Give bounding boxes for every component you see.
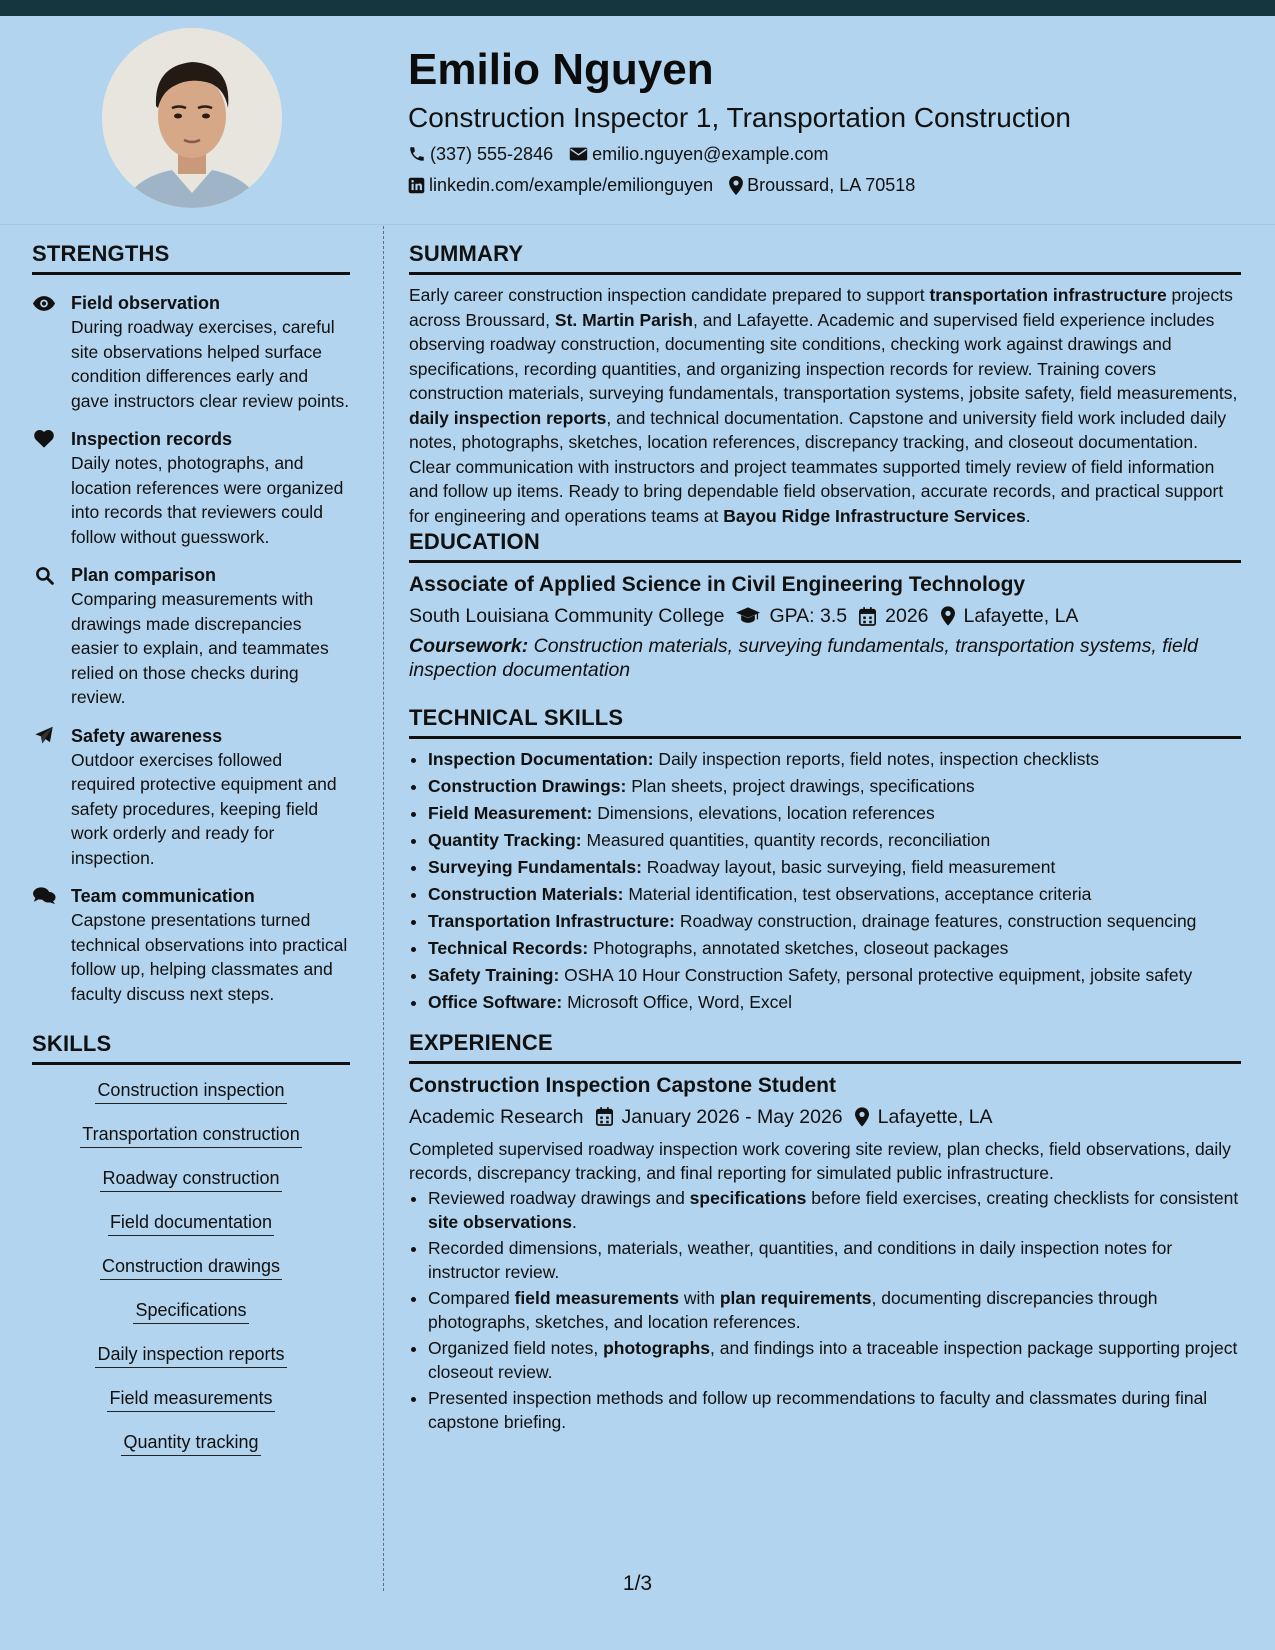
job-location-text: Lafayette, LA xyxy=(877,1105,993,1128)
skill-tag: Roadway construction xyxy=(100,1167,281,1192)
contact-row-2 xyxy=(408,174,1248,196)
search-icon xyxy=(32,565,56,585)
strength-desc: During roadway exercises, careful site observations helped surface condition differences early and gave instructors clear review points. xyxy=(71,317,350,411)
linkedin-contact[interactable] xyxy=(408,174,713,196)
summary-emphasis: transportation infrastructure xyxy=(929,285,1167,305)
envelope-icon xyxy=(569,146,588,162)
tech-skill-value: Daily inspection reports, field notes, inspection checklists xyxy=(653,749,1100,769)
tech-skill-item xyxy=(428,963,1241,988)
contact-row-1 xyxy=(408,143,1248,165)
coursework-text: Construction materials, surveying fundamentals, transportation systems, field inspection documentation xyxy=(409,635,1199,681)
tech-skill-item xyxy=(428,936,1241,961)
strength-desc: Outdoor exercises followed required protective equipment and safety procedures, keeping field work orderly and ready for inspection. xyxy=(71,749,337,868)
bullet-emphasis: site observations xyxy=(428,1212,572,1232)
header-divider xyxy=(0,224,1275,225)
map-pin-icon xyxy=(729,176,743,195)
bullet-text: Organized field notes, xyxy=(428,1337,604,1358)
graduation-cap-icon xyxy=(736,607,760,625)
bullet-text: Compared xyxy=(428,1287,515,1308)
paper-plane-icon xyxy=(32,726,56,746)
linkedin-text[interactable]: linkedin.com/example/emilionguyen xyxy=(429,175,714,195)
skills-list xyxy=(32,1079,350,1456)
tech-skill-label: Office Software: xyxy=(428,992,563,1012)
job-dates-item xyxy=(596,1103,843,1131)
calendar-icon xyxy=(859,607,876,626)
tech-skill-value: Microsoft Office, Word, Excel xyxy=(562,992,793,1012)
strength-desc: Comparing measurements with drawings made discrepancies easier to explain, and teammates relied on those checks during review. xyxy=(71,589,329,707)
bullet-emphasis: plan requirements xyxy=(719,1287,872,1308)
strength-title: Safety awareness xyxy=(71,725,223,746)
tech-skill-value: Material identification, test observations, acceptance criteria xyxy=(623,884,1092,904)
tech-skill-label: Quantity Tracking: xyxy=(428,830,582,850)
phone-icon xyxy=(408,145,426,163)
email-contact[interactable] xyxy=(569,143,828,165)
education-heading: EDUCATION xyxy=(409,528,1241,563)
bullet-emphasis: specifications xyxy=(689,1187,807,1208)
tech-skill-item xyxy=(428,774,1241,799)
job-bullet xyxy=(428,1386,1241,1435)
tech-skill-label: Surveying Fundamentals: xyxy=(428,857,642,877)
strength-item xyxy=(32,563,350,710)
bullet-text: . xyxy=(571,1212,577,1232)
edu-location-text: Lafayette, LA xyxy=(963,605,1079,627)
summary-emphasis: St. Martin Parish xyxy=(554,309,693,330)
bullet-text: , documenting discrepancies through photographs, sketches, and location references. xyxy=(428,1287,1158,1332)
tech-skill-label: Construction Drawings: xyxy=(428,776,627,796)
year-item xyxy=(859,602,928,630)
heart-icon xyxy=(32,429,56,449)
right-column xyxy=(409,240,1241,1436)
bullet-text: Recorded dimensions, materials, weather, quantities, and conditions in daily inspection notes for instructor review. xyxy=(428,1237,1173,1282)
tech-skill-item xyxy=(428,828,1241,853)
location-contact xyxy=(729,174,915,196)
map-pin-icon xyxy=(855,1107,869,1127)
bullet-emphasis: photographs xyxy=(603,1337,711,1358)
gpa-text: GPA: 3.5 xyxy=(769,605,848,627)
summary-part: . xyxy=(1025,505,1031,526)
strength-desc: Capstone presentations turned technical observations into practical follow up, helping classmates and faculty discuss next steps. xyxy=(71,910,348,1004)
profile-photo xyxy=(102,28,282,208)
map-pin-icon xyxy=(941,606,955,626)
school-name: South Louisiana Community College xyxy=(409,605,725,627)
skill-tag: Specifications xyxy=(133,1299,248,1324)
skill-tag: Field documentation xyxy=(108,1211,274,1236)
summary-part: projects across Broussard, xyxy=(409,285,1233,330)
calendar-icon xyxy=(596,1107,613,1126)
bullet-text: , and findings into a traceable inspection package supporting project closeout review. xyxy=(428,1337,1238,1382)
summary-emphasis: Bayou Ridge Infrastructure Services xyxy=(723,505,1026,526)
tech-skill-value: OSHA 10 Hour Construction Safety, personal protective equipment, jobsite safety xyxy=(559,965,1193,985)
email-text[interactable]: emilio.nguyen@example.com xyxy=(592,144,829,164)
linkedin-icon xyxy=(408,177,425,194)
phone-contact xyxy=(408,143,553,165)
coursework-label: Coursework: xyxy=(409,635,529,657)
tech-skill-item xyxy=(428,747,1241,772)
tech-skill-value: Dimensions, elevations, location references xyxy=(592,803,935,823)
tech-skill-value: Measured quantities, quantity records, reconciliation xyxy=(581,830,991,850)
experience-heading: EXPERIENCE xyxy=(409,1029,1241,1064)
skill-tag: Daily inspection reports xyxy=(95,1343,286,1368)
tech-skill-label: Inspection Documentation: xyxy=(428,749,654,769)
education-meta xyxy=(409,602,1241,630)
summary-part: Early career construction inspection candidate prepared to support xyxy=(409,285,930,305)
gpa-item xyxy=(736,602,847,630)
strength-item xyxy=(32,724,350,871)
degree-title: Associate of Applied Science in Civil Engineering Technology xyxy=(409,573,1026,596)
bullet-text: with xyxy=(678,1287,720,1308)
strengths-heading: STRENGTHS xyxy=(32,240,350,275)
page-number: 1/3 xyxy=(622,1572,653,1595)
candidate-title: Construction Inspector 1, Transportation Construction xyxy=(408,102,1072,133)
tech-skill-value: Plan sheets, project drawings, specifications xyxy=(626,776,975,796)
job-bullet xyxy=(428,1186,1241,1235)
strength-item xyxy=(32,427,350,549)
coursework xyxy=(409,634,1241,682)
tech-skill-item xyxy=(428,990,1241,1015)
strength-desc: Daily notes, photographs, and location references were organized into records that reviewers could follow without guesswork. xyxy=(71,453,344,547)
comments-icon xyxy=(32,886,56,906)
tech-skill-item xyxy=(428,882,1241,907)
strength-title: Plan comparison xyxy=(71,565,217,585)
job-org: Academic Research xyxy=(409,1105,584,1128)
tech-skill-label: Safety Training: xyxy=(428,965,560,985)
bullet-text: Reviewed roadway drawings and xyxy=(428,1187,690,1208)
eye-icon xyxy=(32,293,56,313)
resume-header xyxy=(408,40,1248,196)
bullet-text: before field exercises, creating checklists for consistent xyxy=(806,1187,1239,1208)
tech-skill-item xyxy=(428,909,1241,934)
skill-tag: Construction drawings xyxy=(100,1255,282,1280)
tech-skill-item xyxy=(428,801,1241,826)
left-column xyxy=(32,240,350,1475)
job-bullet xyxy=(428,1286,1241,1335)
location-text: Broussard, LA 70518 xyxy=(747,175,916,195)
skill-tag: Field measurements xyxy=(107,1387,274,1412)
top-bar xyxy=(0,0,1275,16)
bullet-emphasis: field measurements xyxy=(514,1287,679,1308)
bullet-text: Presented inspection methods and follow up recommendations to faculty and classmates during final capstone briefing. xyxy=(428,1387,1208,1432)
technical-skills-list xyxy=(409,747,1241,1015)
summary-emphasis: daily inspection reports xyxy=(409,407,607,428)
job-dates-text: January 2026 - May 2026 xyxy=(621,1105,843,1128)
tech-skill-label: Transportation Infrastructure: xyxy=(428,911,675,931)
skill-tag: Construction inspection xyxy=(95,1079,286,1104)
job-bullet xyxy=(428,1236,1241,1285)
phone-text: (337) 555-2846 xyxy=(430,144,554,164)
tech-skill-value: Roadway construction, drainage features, construction sequencing xyxy=(674,911,1197,931)
strength-item xyxy=(32,291,350,413)
strength-title: Field observation xyxy=(71,293,221,313)
job-location-item xyxy=(855,1103,993,1131)
year-text: 2026 xyxy=(885,605,929,627)
tech-skill-value: Roadway layout, basic surveying, field measurement xyxy=(641,857,1056,877)
skills-heading: SKILLS xyxy=(32,1030,350,1065)
tech-skill-value: Photographs, annotated sketches, closeout packages xyxy=(588,938,1009,958)
strength-title: Team communication xyxy=(71,886,255,906)
skill-tag: Transportation construction xyxy=(80,1123,301,1148)
job-title: Construction Inspection Capstone Student xyxy=(409,1073,837,1097)
job-bullets xyxy=(409,1186,1241,1435)
edu-location-item xyxy=(941,602,1079,630)
strength-title: Inspection records xyxy=(71,429,233,449)
summary-text xyxy=(409,283,1241,528)
skill-tag: Quantity tracking xyxy=(121,1431,260,1456)
tech-skill-label: Construction Materials: xyxy=(428,884,624,904)
summary-part: , and Lafayette. Academic and supervised field experience includes observing roadway construction, documenting site conditions, checking work against drawings and specifications, recording quantities, and organizing inspection records for review. Training covers construction materials, surveying fundamentals, transportation systems, jobsite safety, field measurements, xyxy=(409,309,1238,403)
job-description: Completed supervised roadway inspection work covering site review, plan checks, field observations, daily records, discrepancy tracking, and final reporting for simulated public infrastructure. xyxy=(409,1138,1231,1183)
job-bullet xyxy=(428,1336,1241,1385)
tech-skill-label: Field Measurement: xyxy=(428,803,593,823)
column-divider xyxy=(383,226,384,1591)
candidate-name: Emilio Nguyen xyxy=(408,45,714,94)
technical-skills-heading: TECHNICAL SKILLS xyxy=(409,704,1241,739)
summary-part: , and technical documentation. Capstone and university field work included daily notes, photographs, sketches, location references, discrepancy tracking, and closeout documentation. Clear communication with instructors and project teammates supported timely review of field information and follow up items. Ready to bring dependable field observation, accurate records, and practical support for engineering and operations teams at xyxy=(409,407,1227,526)
strength-item xyxy=(32,884,350,1006)
summary-heading: SUMMARY xyxy=(409,240,1241,275)
tech-skill-item xyxy=(428,855,1241,880)
job-meta xyxy=(409,1103,1241,1131)
tech-skill-label: Technical Records: xyxy=(428,938,589,958)
